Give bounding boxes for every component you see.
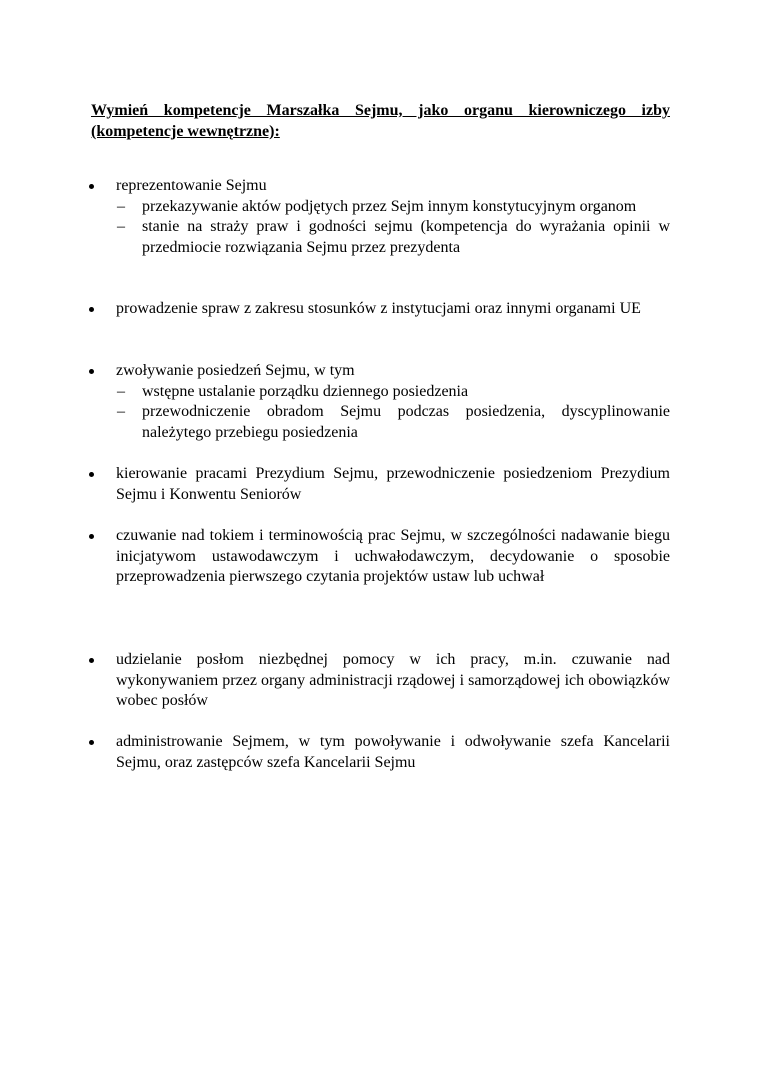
- sub-list-item-text: przekazywanie aktów podjętych przez Sejm innym konstytucyjnym organom: [142, 197, 637, 215]
- dash-icon: –: [117, 218, 125, 235]
- bullet-icon: [89, 307, 94, 312]
- list-item-text: udzielanie posłom niezbędnej pomocy w ich pracy, m.in. czuwanie nad wykonywaniem przez organy administracji rządowej i samorządowej ich obowiązków wobec posłów: [116, 651, 670, 709]
- sub-list-item-text: stanie na straży praw i godności sejmu (kompetencja do wyrażania opinii w przedmiocie rozwiązania Sejmu przez prezydenta: [142, 218, 670, 256]
- sub-list-item: [117, 402, 670, 443]
- sub-list-item-text: wstępne ustalanie porządku dziennego posiedzenia: [142, 382, 469, 400]
- list-item: [116, 732, 670, 773]
- list-item: [116, 464, 670, 505]
- sub-list-item: [117, 382, 670, 403]
- bullet-icon: [89, 184, 94, 189]
- list-item: [116, 526, 670, 588]
- bullet-icon: [89, 472, 94, 477]
- bullet-icon: [89, 534, 94, 539]
- dash-icon: –: [117, 197, 125, 215]
- list-item: [116, 299, 670, 320]
- list-item: [116, 176, 670, 258]
- list-item: [116, 361, 670, 443]
- dash-icon: –: [117, 403, 125, 420]
- list-item-text: administrowanie Sejmem, w tym powoływanie i odwoływanie szefa Kancelarii Sejmu, oraz zastępców szefa Kancelarii Sejmu: [116, 733, 670, 771]
- dash-icon: –: [117, 382, 125, 400]
- bullet-icon: [89, 658, 94, 663]
- list-item-text: kierowanie pracami Prezydium Sejmu, przewodniczenie posiedzeniom Prezydium Sejmu i Konwentu Seniorów: [116, 465, 670, 503]
- list-item-text: czuwanie nad tokiem i terminowością prac Sejmu, w szczególności nadawanie biegu inicjatywom ustawodawczym i uchwałodawczym, decydowanie o sposobie przeprowadzenia pierwszego czytania projektów ustaw lub uchwał: [116, 527, 670, 585]
- bullet-icon: [89, 740, 94, 745]
- sub-list-item: [117, 197, 670, 218]
- list-item: [116, 650, 670, 712]
- list-item-text: zwoływanie posiedzeń Sejmu, w tym: [116, 362, 355, 379]
- document-title: Wymień kompetencje Marszałka Sejmu, jako organu kierowniczego izby (kompetencje wewnętrzne):: [91, 102, 670, 140]
- bullet-icon: [89, 369, 94, 374]
- list-item-text: reprezentowanie Sejmu: [116, 177, 267, 194]
- sub-list-item: [117, 217, 670, 258]
- sub-list-item-text: przewodniczenie obradom Sejmu podczas posiedzenia, dyscyplinowanie należytego przebiegu posiedzenia: [142, 403, 670, 441]
- list-item-text: prowadzenie spraw z zakresu stosunków z instytucjami oraz innymi organami UE: [116, 300, 641, 317]
